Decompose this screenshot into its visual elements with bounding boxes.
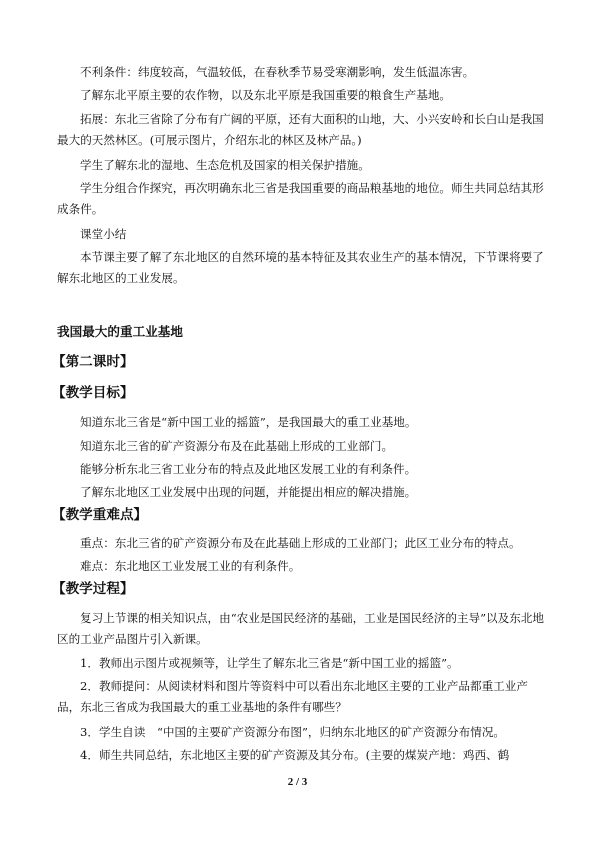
process-step: 3．学生自读 “中国的主要矿产资源分布图”，归纳东北地区的矿产资源分布情况。 <box>80 725 506 739</box>
goal-item: 了解东北地区工业发展中出现的问题，并能提出相应的解决措施。 <box>80 485 417 499</box>
process-heading: 【教学过程】 <box>52 581 134 597</box>
section-title: 我国最大的重工业基地 <box>57 324 183 339</box>
process-step: 2．教师提问：从阅读材料和图片等资料中可以看出东北地区主要的工业产品都重工业产品，东北三省成为我国最大的重工业基地的条件有哪些？ <box>57 679 528 714</box>
goals-heading: 【教学目标】 <box>52 385 134 401</box>
paragraph: 不利条件：纬度较高，气温较低，在春秋季节易受寒潮影响，发生低温冻害。 <box>80 65 475 79</box>
process-step: 1．教师出示图片或视频等，让学生了解东北三省是“新中国工业的摇篮”。 <box>80 656 459 670</box>
paragraph: 拓展：东北三省除了分布有广阔的平原，还有大面积的山地，大、小兴安岭和长白山是我国最大的天然林区。(可展示图片，介绍东北的林区及林产品。) <box>57 112 544 147</box>
paragraph: 学生了解东北的湿地、生态危机及国家的相关保护措施。 <box>80 158 370 172</box>
process-step: 复习上节课的相关知识点，由“农业是国民经济的基础，工业是国民经济的主导”以及东北地区的工业产品图片引入新课。 <box>57 611 545 646</box>
lesson-heading: 【第二课时】 <box>52 354 134 370</box>
page-number: 2 / 3 <box>287 776 308 788</box>
key-points-heading: 【教学重难点】 <box>52 507 148 523</box>
goal-item: 知道东北三省的矿产资源分布及在此基础上形成的工业部门。 <box>80 439 394 453</box>
goal-item: 知道东北三省是“新中国工业的摇篮”，是我国最大的重工业基地。 <box>80 415 417 429</box>
paragraph: 课堂小结 <box>80 227 127 241</box>
process-step: 4．师生共同总结，东北地区主要的矿产资源及其分布。(主要的煤炭产地：鸡西、鹤 <box>80 748 510 762</box>
key-point: 难点：东北地区工业发展工业的有利条件。 <box>80 559 301 573</box>
paragraph: 本节课主要了解了东北地区的自然环境的基本特征及其农业生产的基本情况，下节课将要了解东北地区的工业发展。 <box>57 250 544 285</box>
key-point: 重点：东北三省的矿产资源分布及在此基础上形成的工业部门；此区工业分布的特点。 <box>80 536 521 550</box>
paragraph: 了解东北平原主要的农作物，以及东北平原是我国重要的粮食生产基地。 <box>80 88 452 102</box>
goal-item: 能够分析东北三省工业分布的特点及此地区发展工业的有利条件。 <box>80 462 417 476</box>
paragraph: 学生分组合作探究，再次明确东北三省是我国重要的商品粮基地的地位。师生共同总结其形成条件。 <box>57 181 544 216</box>
